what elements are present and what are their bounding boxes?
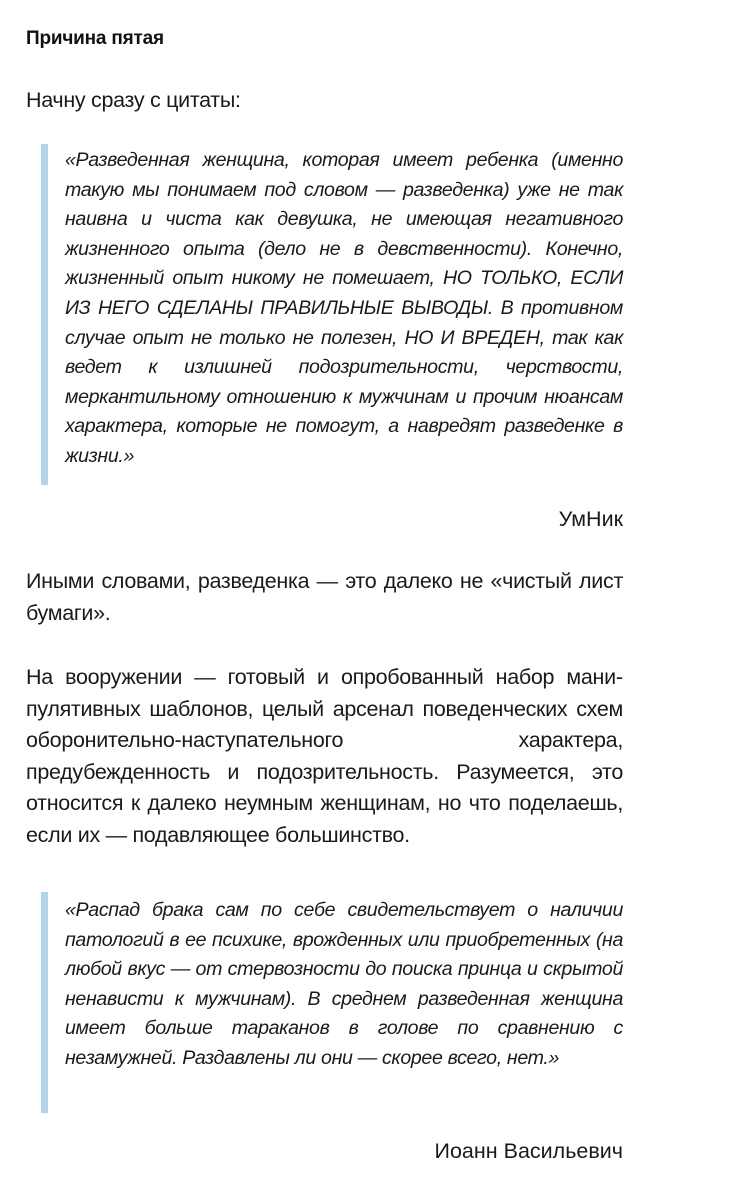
blockquote-second bbox=[41, 892, 623, 1113]
quote-author-second: Иоанн Васильевич bbox=[434, 1139, 623, 1163]
paragraph-arsenal: На вооружении — готовый и опробованный набор манипулятивных шаблонов, целый арсенал поведенческих схем оборонительно-наступательного характера, предубежденность и подозрительность. Разумеется, это относится к далеко неумным женщинам, но что поделаешь, если их — подавляющее большинство. bbox=[26, 665, 623, 847]
quote-text-second: «Распад брака сам по себе свидетельствует о наличии патологий в ее психике, врожденных или приобретенных (на любой вкус — от стервозности до поиска принца и скрытой ненависти к мужчинам). В среднем разведенная женщина имеет больше тараканов в голове по сравнению с незамужней. Раздавлены ли они — скорее всего, нет.» bbox=[65, 899, 623, 1069]
quote-author-first: УмНик bbox=[558, 507, 623, 531]
intro-paragraph: Начну сразу с цитаты: bbox=[26, 88, 241, 112]
paragraph-clean-sheet: Иными словами, разведенка — это далеко не «чистый лист бумаги». bbox=[26, 569, 623, 625]
section-heading: Причина пятая bbox=[26, 28, 164, 49]
quote-text-first: «Разведенная женщина, которая имеет ребенка (именно такую мы понимаем под словом — разведенка) уже не так наивна и чиста как девушка, не имеющая негативного жизненного опыта (дело не в девственности). Конечно, жизненный опыт никому не помешает, НО ТОЛЬКО, ЕСЛИ ИЗ НЕГО СДЕЛАНЫ ПРАВИЛЬНЫЕ ВЫВОДЫ. В противном случае опыт не только не полезен, НО И ВРЕДЕН, так как ведет к излишней подозрительности, черствости, меркантильному отношению к мужчинам и прочим нюансам характера, которые не помогут, а навредят разведенке в жизни.» bbox=[65, 149, 623, 467]
blockquote-first bbox=[41, 144, 623, 485]
